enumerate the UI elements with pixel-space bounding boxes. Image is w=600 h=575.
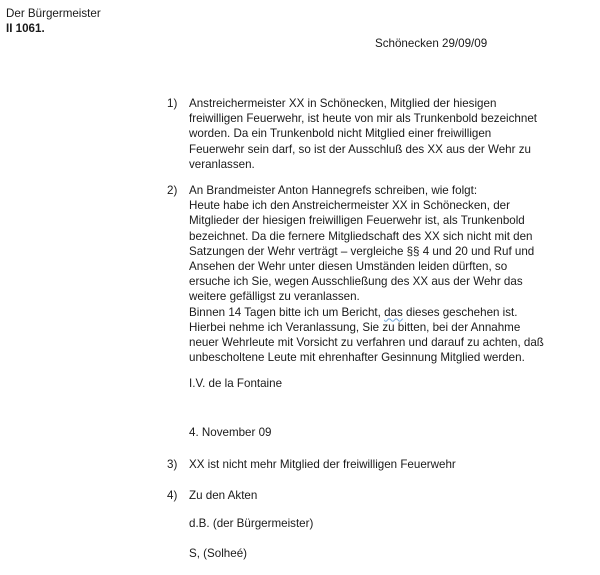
item-1-paragraph bbox=[189, 96, 599, 172]
line-start: Binnen 14 Tagen bitte ich um Bericht, bbox=[189, 305, 385, 319]
paragraph-line: ersuche ich Sie, wegen Ausschließung des XX aus der Wehr das bbox=[189, 275, 523, 289]
sender-block bbox=[6, 6, 101, 36]
paragraph-line: veranlassen. bbox=[189, 157, 255, 171]
paragraph-line: Ansehen der Wehr unter diesen Umständen leiden dürften, so bbox=[189, 260, 508, 274]
paragraph-line: bezeichnet. Da die fernere Mitgliedschaft des XX sich nicht mit den bbox=[189, 229, 533, 243]
item-number-2: 2) bbox=[167, 184, 178, 197]
place-and-date: Schönecken 29/09/09 bbox=[375, 37, 488, 50]
paragraph-line: Heute habe ich den Anstreichermeister XX in Schönecken, der bbox=[189, 199, 510, 213]
line-end: dieses geschehen ist. bbox=[402, 305, 518, 319]
paragraph-line-with-spellcheck-mark bbox=[189, 305, 599, 320]
signature-de-la-fontaine: I.V. de la Fontaine bbox=[189, 377, 283, 390]
item-2-paragraph bbox=[189, 183, 599, 365]
paragraph-line: freiwilligen Feuerwehr, ist heute von mir als Trunkenbold bezeichnet bbox=[189, 112, 537, 126]
item-3-text: XX ist nicht mehr Mitglied der freiwilligen Feuerwehr bbox=[189, 458, 456, 471]
paragraph-line: worden. Da ein Trunkenbold nicht Mitglied einer freiwilligen bbox=[189, 127, 492, 141]
paragraph-line: Anstreichermeister XX in Schönecken, Mitglied der hiesigen bbox=[189, 97, 497, 110]
sender-title: Der Bürgermeister bbox=[6, 7, 101, 20]
item-number-4: 4) bbox=[167, 489, 178, 502]
paragraph-line: unbescholtene Leute mit ehrenhafter Gesinnung Mitglied werden. bbox=[189, 351, 525, 365]
paragraph-line: Feuerwehr sein darf, so ist der Ausschluß des XX aus der Wehr zu bbox=[189, 142, 531, 156]
paragraph-line: Satzungen der Wehr verträgt – vergleiche §§ 4 und 20 und Ruf und bbox=[189, 244, 535, 258]
signature-mayor: d.B. (der Bürgermeister) bbox=[189, 517, 314, 530]
date-line: 4. November 09 bbox=[189, 426, 272, 439]
paragraph-line: Hierbei nehme ich Veranlassung, Sie zu bitten, bei der Annahme bbox=[189, 320, 521, 334]
paragraph-line: weitere gefälligst zu veranlassen. bbox=[189, 290, 360, 304]
spellcheck-underlined-word: das bbox=[384, 305, 403, 319]
signature-solhee: S, (Solheé) bbox=[189, 547, 247, 560]
item-number-1: 1) bbox=[167, 97, 178, 110]
paragraph-line: An Brandmeister Anton Hannegrefs schreiben, wie folgt: bbox=[189, 184, 478, 197]
paragraph-line: neuer Wehrleute mit Vorsicht zu verfahren und darauf zu achten, daß bbox=[189, 336, 544, 350]
item-4-text: Zu den Akten bbox=[189, 489, 258, 502]
reference-number: II 1061. bbox=[6, 22, 45, 36]
item-number-3: 3) bbox=[167, 458, 178, 471]
paragraph-line: Mitglieder der hiesigen freiwilligen Feuerwehr ist, als Trunkenbold bbox=[189, 214, 525, 228]
